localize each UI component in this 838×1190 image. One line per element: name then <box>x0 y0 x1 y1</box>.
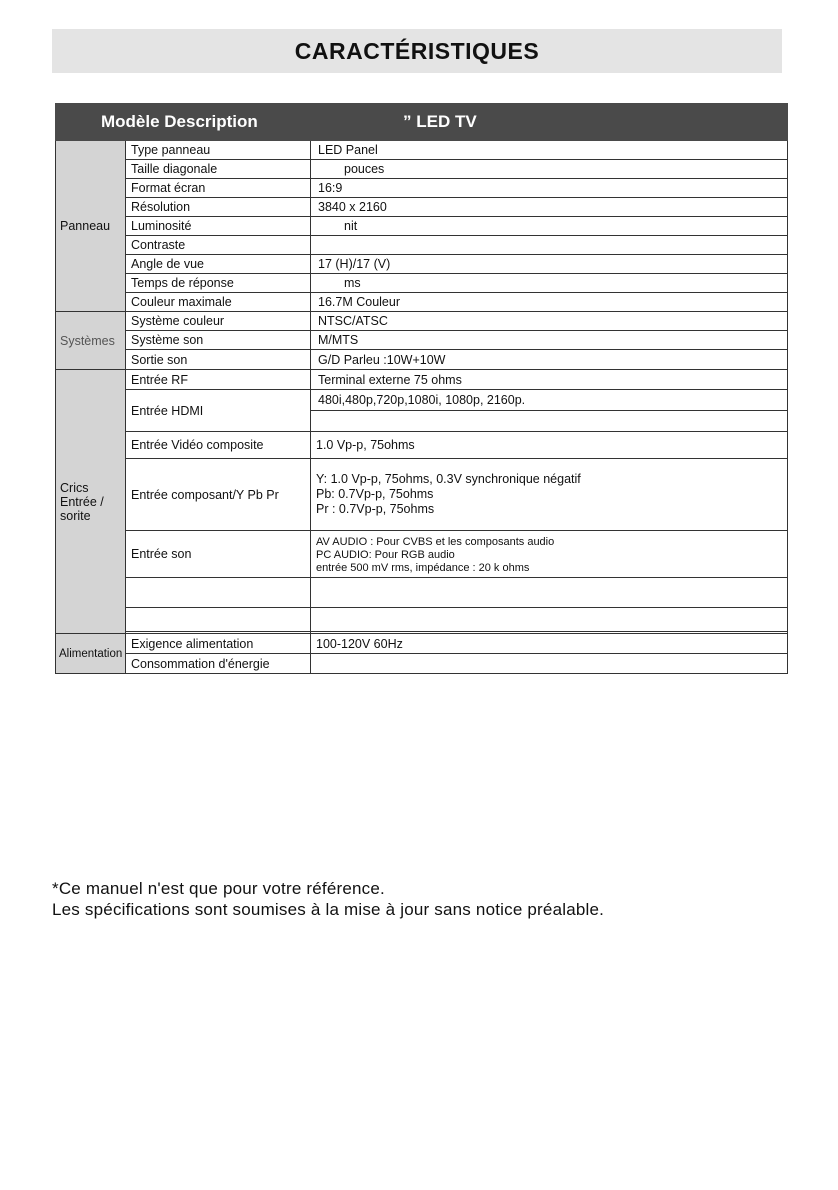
son-line-entree: entrée 500 mV rms, impédance : 20 k ohms <box>316 561 530 574</box>
row-label: Format écran <box>126 179 311 198</box>
row-label-empty <box>126 578 311 608</box>
row-value: M/MTS <box>311 331 788 350</box>
row-value <box>311 654 788 674</box>
row-label: Type panneau <box>126 141 311 160</box>
row-value: 1.0 Vp-p, 75ohms <box>311 432 788 459</box>
row-value: LED Panel <box>311 141 788 160</box>
row-label: Contraste <box>126 236 311 255</box>
table-row <box>56 331 788 350</box>
group-alimentation: Alimentation <box>56 634 126 674</box>
row-label: Taille diagonale <box>126 160 311 179</box>
group-panneau: Panneau <box>56 141 126 312</box>
table-row <box>56 350 788 370</box>
row-label: Entrée RF <box>126 370 311 390</box>
table-row <box>56 179 788 198</box>
row-value: Terminal externe 75 ohms <box>311 370 788 390</box>
composant-line-pb: Pb: 0.7Vp-p, 75ohms <box>316 487 434 501</box>
row-label: Système son <box>126 331 311 350</box>
row-value-multiline <box>311 531 788 578</box>
row-value <box>311 236 788 255</box>
table-row-empty <box>56 608 788 632</box>
row-value-multiline <box>311 459 788 531</box>
group-entree-line2: Entrée / <box>60 494 104 509</box>
table-row <box>56 459 788 531</box>
spec-table <box>55 103 788 674</box>
footnote-line1: *Ce manuel n'est que pour votre référence. <box>52 879 385 898</box>
row-value: pouces <box>311 160 788 179</box>
row-label: Sortie son <box>126 350 311 370</box>
row-value: 3840 x 2160 <box>311 198 788 217</box>
table-row <box>56 654 788 674</box>
row-label: Consommation d'énergie <box>126 654 311 674</box>
page-title: CARACTÉRISTIQUES <box>294 37 540 64</box>
table-row <box>56 198 788 217</box>
row-value: NTSC/ATSC <box>311 312 788 331</box>
row-value: nit <box>311 217 788 236</box>
table-row <box>56 274 788 293</box>
son-line-av: AV AUDIO : Pour CVBS et les composants audio <box>316 535 555 548</box>
row-label: Entrée son <box>126 531 311 578</box>
row-label: Temps de réponse <box>126 274 311 293</box>
table-row-empty <box>56 578 788 608</box>
row-value: 16:9 <box>311 179 788 198</box>
table-row <box>56 370 788 390</box>
table-row <box>56 217 788 236</box>
row-label: Angle de vue <box>126 255 311 274</box>
row-value: ms <box>311 274 788 293</box>
row-value-empty <box>311 608 788 632</box>
composant-line-pr: Pr : 0.7Vp-p, 75ohms <box>316 502 435 516</box>
group-entree-sortie <box>56 370 126 634</box>
row-label: Entrée composant/Y Pb Pr <box>126 459 311 531</box>
table-row <box>56 160 788 179</box>
table-row <box>56 312 788 331</box>
row-value: 100-120V 60Hz <box>311 634 788 654</box>
model-description-label: Modèle Description <box>56 104 311 141</box>
row-value: 17 (H)/17 (V) <box>311 255 788 274</box>
row-label: Luminosité <box>126 217 311 236</box>
son-line-pc: PC AUDIO: Pour RGB audio <box>316 548 455 561</box>
row-label: Couleur maximale <box>126 293 311 312</box>
row-value-empty <box>311 411 788 432</box>
group-systemes: Systèmes <box>56 312 126 370</box>
row-value: 480i,480p,720p,1080i, 1080p, 2160p. <box>311 390 788 411</box>
composant-line-y: Y: 1.0 Vp-p, 75ohms, 0.3V synchronique négatif <box>316 472 581 486</box>
row-label: Exigence alimentation <box>126 634 311 654</box>
row-label: Système couleur <box>126 312 311 331</box>
footnote-line2: Les spécifications sont soumises à la mise à jour sans notice préalable. <box>52 900 605 919</box>
row-label: Entrée Vidéo composite <box>126 432 311 459</box>
table-row <box>56 141 788 160</box>
row-label: Résolution <box>126 198 311 217</box>
table-row <box>56 531 788 578</box>
row-label: Entrée HDMI <box>126 390 311 432</box>
table-row <box>56 390 788 411</box>
row-value: 16.7M Couleur <box>311 293 788 312</box>
table-row <box>56 432 788 459</box>
row-value-empty <box>311 578 788 608</box>
model-description-value: ” LED TV <box>311 104 788 141</box>
title-bar <box>52 29 782 73</box>
table-row <box>56 255 788 274</box>
table-header <box>56 104 788 141</box>
row-value: G/D Parleu :10W+10W <box>311 350 788 370</box>
footnote <box>52 878 604 920</box>
row-label-empty <box>126 608 311 632</box>
group-entree-line1: Crics <box>60 480 89 495</box>
group-entree-line3: sorite <box>60 508 91 523</box>
table-row <box>56 634 788 654</box>
table-row <box>56 293 788 312</box>
table-row <box>56 236 788 255</box>
